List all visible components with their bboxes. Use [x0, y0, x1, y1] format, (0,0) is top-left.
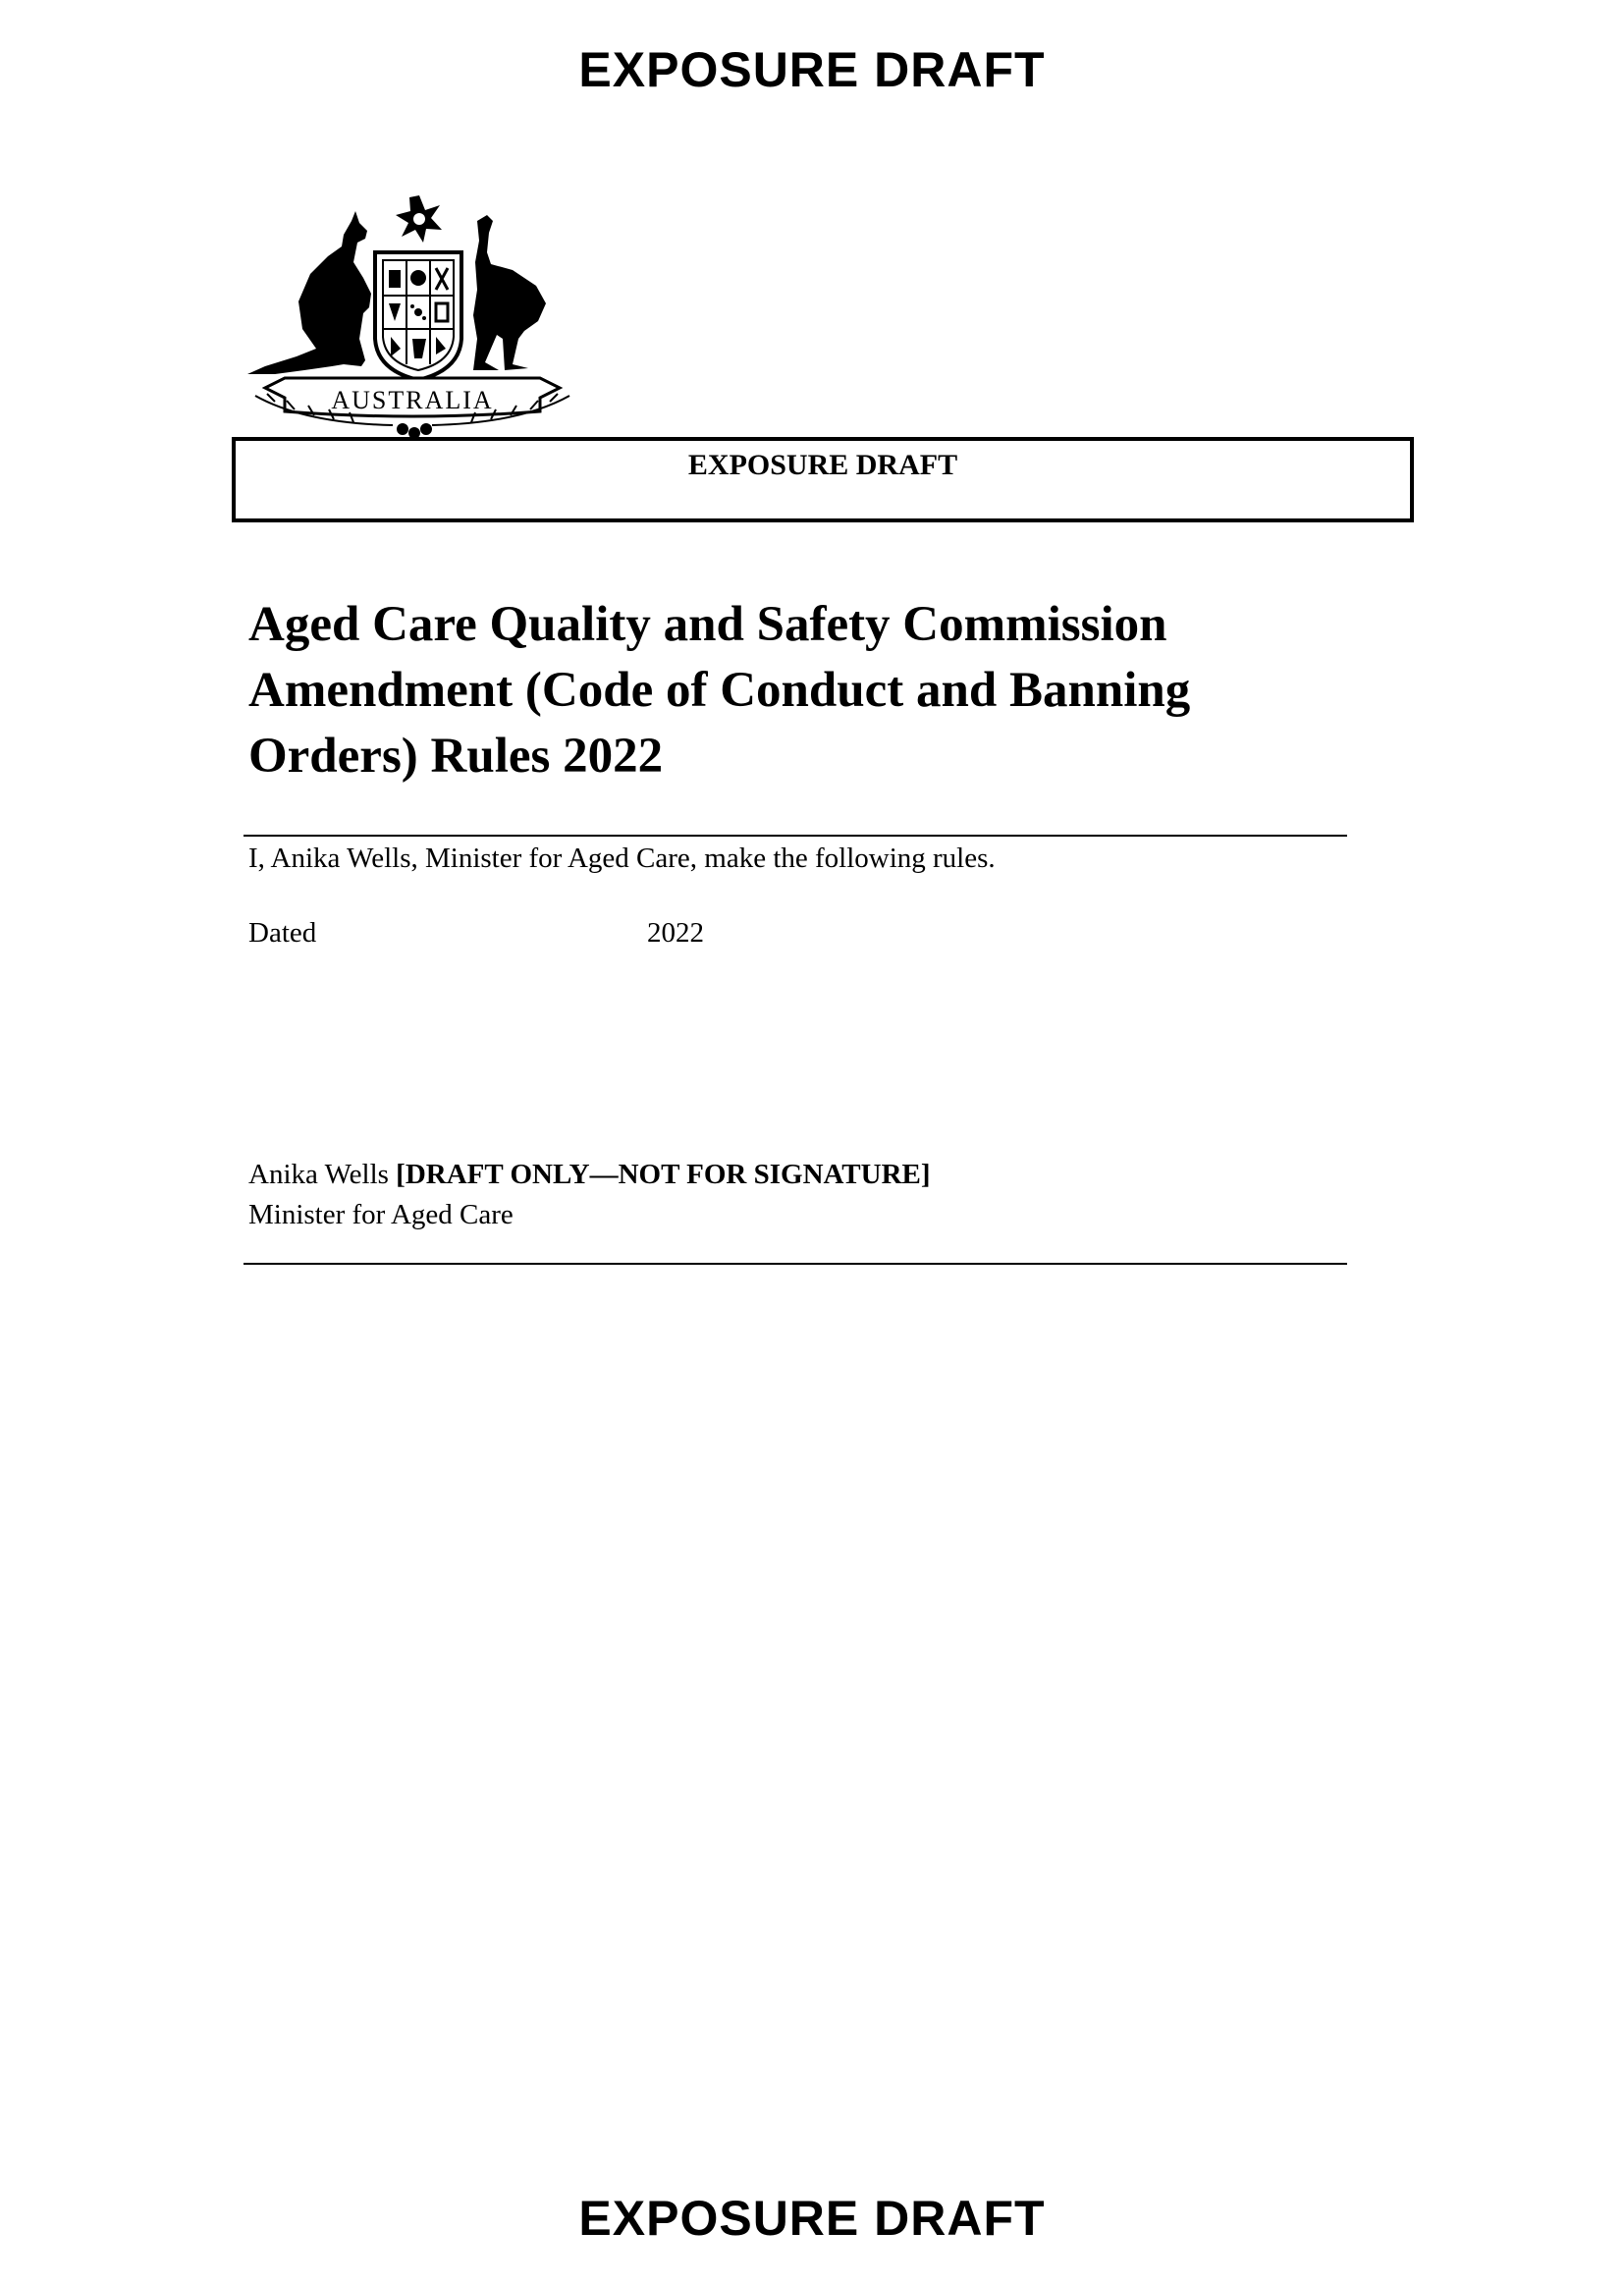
- footer-exposure-draft: EXPOSURE DRAFT: [578, 2191, 1046, 2246]
- top-divider: [244, 835, 1347, 837]
- coat-of-arms-icon: [245, 191, 579, 437]
- enacting-statement: I, Anika Wells, Minister for Aged Care, make the following rules.: [248, 843, 996, 874]
- header-exposure-draft: EXPOSURE DRAFT: [578, 42, 1046, 97]
- signatory-note: [DRAFT ONLY—NOT FOR SIGNATURE]: [396, 1159, 931, 1190]
- signatory-line: [248, 1157, 931, 1192]
- signatory-name: Anika Wells: [248, 1159, 389, 1190]
- crest-motto: AUSTRALIA: [331, 386, 494, 414]
- exposure-draft-box-label: EXPOSURE DRAFT: [687, 449, 958, 481]
- shield-icon: [375, 252, 461, 380]
- emu-icon: [473, 215, 546, 370]
- bottom-divider: [244, 1263, 1347, 1265]
- commonwealth-star-icon: [396, 195, 442, 243]
- dated-label: Dated: [248, 917, 317, 949]
- title-line: Orders) Rules 2022: [248, 729, 664, 784]
- document-title: [248, 592, 1378, 789]
- signatory-title: Minister for Aged Care: [248, 1199, 514, 1230]
- dated-year: 2022: [647, 917, 704, 949]
- title-line: Amendment (Code of Conduct and Banning: [248, 663, 1191, 718]
- kangaroo-icon: [247, 211, 371, 374]
- exposure-draft-box: [232, 437, 1414, 522]
- title-line: Aged Care Quality and Safety Commission: [248, 597, 1167, 652]
